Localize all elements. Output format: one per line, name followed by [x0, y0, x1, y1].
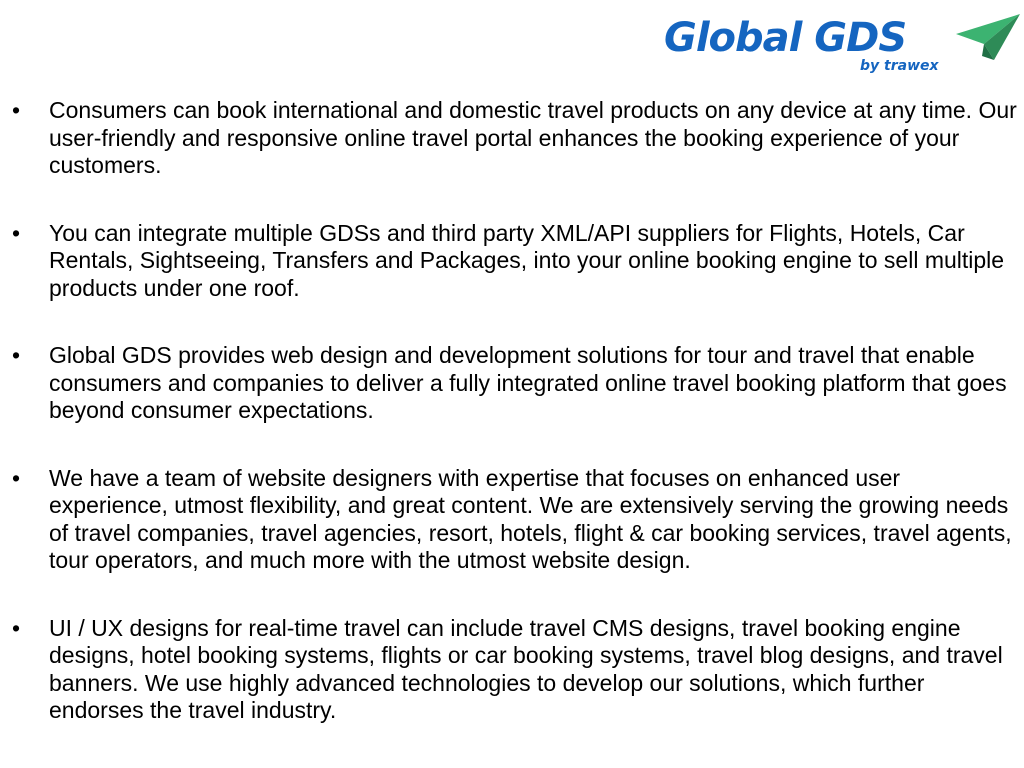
list-item [12, 465, 1020, 575]
list-item [12, 615, 1020, 725]
bullet-text: You can integrate multiple GDSs and third party XML/API suppliers for Flights, Hotels, Car Rentals, Sightseeing, Transfers and Packages, into your online booking engine to sell multiple products under one roof. [49, 219, 1005, 301]
logo-wordmark [664, 14, 906, 62]
bullet-list [12, 97, 1020, 725]
paper-plane-icon [954, 12, 1022, 64]
logo-word-gds: GDS [814, 15, 907, 61]
bullet-marker: • [12, 219, 21, 246]
bullet-marker: • [12, 464, 21, 491]
list-item [12, 220, 1020, 303]
bullet-marker: • [12, 614, 21, 641]
bullet-content [12, 97, 1020, 765]
global-gds-logo [664, 12, 1024, 80]
bullet-marker: • [12, 97, 21, 123]
bullet-marker: • [12, 342, 21, 368]
logo-subtitle: by trawex [860, 58, 939, 74]
bullet-text: UI / UX designs for real-time travel can include travel CMS designs, travel booking engine designs, hotel booking systems, flights or car booking systems, travel blog designs, and travel banners. We use highly advanced technologies to develop our solutions, which further endorses the travel industry. [49, 614, 1003, 723]
bullet-text: Consumers can book international and domestic travel products on any device at any time. Our user-friendly and responsive online travel portal enhances the booking experience of your customers. [49, 97, 1017, 178]
bullet-text: We have a team of website designers with expertise that focuses on enhanced user experience, utmost flexibility, and great content. We are extensively serving the growing needs of travel companies, travel agencies, resort, hotels, flight & car booking services, travel agents, tour operators, and much more with the utmost website design. [49, 464, 1012, 573]
list-item [12, 342, 1020, 425]
list-item [12, 97, 1020, 180]
bullet-text: Global GDS provides web design and development solutions for tour and travel that enable consumers and companies to deliver a fully integrated online travel booking platform that goes beyond consumer expectations. [49, 342, 1007, 423]
logo-word-global: Global [664, 15, 802, 61]
